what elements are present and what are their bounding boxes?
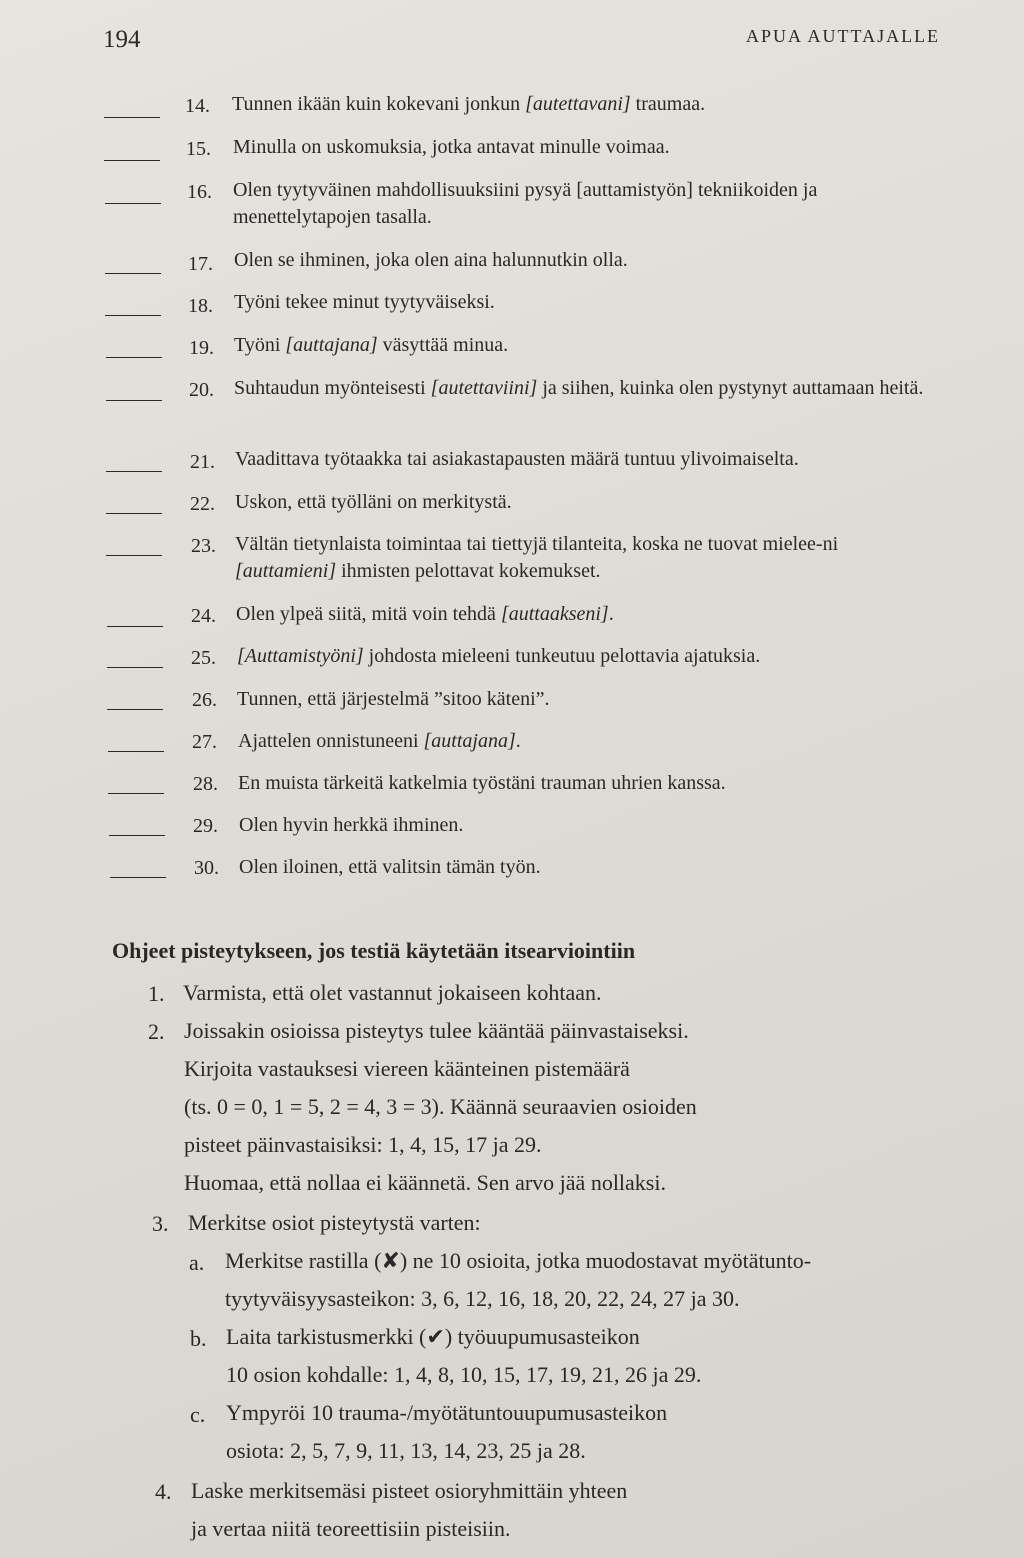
item-text: Vältän tietynlaista toimintaa tai tiettyjä tilanteita, koska ne tuovat mielee-ni [auttamieni] ihmisten pelottavat kokemukset.: [235, 533, 839, 582]
page-number: 194: [103, 26, 141, 53]
step-text: Varmista, että olet vastannut jokaiseen kohtaan.: [183, 980, 602, 1005]
answer-blank[interactable]: [105, 273, 161, 274]
answer-blank[interactable]: [104, 160, 160, 161]
item-number: 26.: [192, 689, 217, 711]
answer-blank[interactable]: [106, 555, 162, 556]
item-text: Tunnen, että järjestelmä ”sitoo käteni”.: [237, 688, 550, 710]
answer-blank[interactable]: [108, 751, 164, 752]
item-number: 23.: [191, 535, 216, 557]
answer-blank[interactable]: [104, 117, 160, 118]
substep-letter: a.: [189, 1250, 205, 1275]
item-number: 22.: [190, 493, 215, 515]
item-text: [Auttamistyöni] johdosta mieleeni tunkeutuu pelottavia ajatuksia.: [237, 645, 761, 667]
item-text: Ajattelen onnistuneeni [auttajana].: [238, 730, 521, 752]
item-text: Tunnen ikään kuin kokevani jonkun [autettavani] traumaa.: [232, 93, 706, 115]
item-text: Minulla on uskomuksia, jotka antavat minulle voimaa.: [233, 136, 670, 158]
answer-blank[interactable]: [109, 835, 165, 836]
step-text: Joissakin osioissa pisteytys tulee kääntää päinvastaiseksi. Kirjoita vastauksesi viereen käänteinen pistemäärä (ts. 0 = 0, 1 = 5, 2 = 4, 3 = 3). Käännä seuraavien osioiden pisteet päinvastaisiksi: 1, 4, 15, 17 ja 29. Huomaa, että nollaa ei käännetä. Sen arvo jää nollaksi.: [184, 1018, 697, 1195]
substep-text: Ympyröi 10 trauma-/myötätuntouupumusasteikon osiota: 2, 5, 7, 9, 11, 13, 14, 23, 25 ja 28.: [226, 1400, 668, 1463]
item-number: 28.: [193, 773, 218, 795]
substep-text: Laita tarkistusmerkki (✔) työuupumusasteikon 10 osion kohdalle: 1, 4, 8, 10, 15, 17, 19, 21, 26 ja 29.: [226, 1324, 702, 1387]
answer-blank[interactable]: [107, 667, 163, 668]
item-number: 15.: [186, 138, 211, 160]
item-number: 25.: [191, 647, 216, 669]
item-text: Uskon, että työlläni on merkitystä.: [235, 491, 512, 513]
item-text: Työni tekee minut tyytyväiseksi.: [234, 291, 495, 313]
substep-text: Merkitse rastilla (✘) ne 10 osioita, jotka muodostavat myötätunto- tyytyväisyysasteikon: 3, 6, 12, 16, 18, 20, 22, 24, 27 ja 30.: [225, 1248, 812, 1311]
item-text: Olen hyvin herkkä ihminen.: [239, 814, 464, 836]
substep-letter: c.: [190, 1402, 206, 1427]
item-number: 19.: [189, 337, 214, 359]
instructions-title: Ohjeet pisteytykseen, jos testiä käytetään itsearviointiin: [112, 938, 636, 963]
step-number: 4.: [155, 1479, 172, 1504]
step-number: 3.: [152, 1211, 169, 1236]
item-text: Olen se ihminen, joka olen aina halunnutkin olla.: [234, 249, 628, 271]
item-text: Työni [auttajana] väsyttää minua.: [234, 334, 509, 356]
item-number: 14.: [185, 95, 210, 117]
item-number: 17.: [188, 253, 213, 275]
answer-blank[interactable]: [105, 315, 161, 316]
answer-blank[interactable]: [106, 513, 162, 514]
answer-blank[interactable]: [110, 877, 166, 878]
answer-blank[interactable]: [108, 793, 164, 794]
answer-blank[interactable]: [107, 709, 163, 710]
answer-blank[interactable]: [105, 203, 161, 204]
answer-blank[interactable]: [106, 471, 162, 472]
item-text: Suhtaudun myönteisesti [autettaviini] ja siihen, kuinka olen pystynyt auttamaan heitä.: [234, 377, 924, 399]
step-number: 1.: [148, 981, 165, 1006]
step-text: Laske merkitsemäsi pisteet osioryhmittäin yhteen ja vertaa niitä teoreettisiin pisteisiin.: [191, 1478, 628, 1541]
running-title: APUA AUTTAJALLE: [746, 26, 941, 46]
item-text: Olen iloinen, että valitsin tämän työn.: [239, 856, 541, 878]
item-number: 24.: [191, 605, 216, 627]
step-number: 2.: [148, 1019, 165, 1044]
substep-letter: b.: [190, 1326, 207, 1351]
item-number: 29.: [193, 815, 218, 837]
item-number: 27.: [192, 731, 217, 753]
answer-blank[interactable]: [106, 400, 162, 401]
answer-blank[interactable]: [107, 626, 163, 627]
item-text: Olen tyytyväinen mahdollisuuksiini pysyä [auttamistyön] tekniikoiden ja menettelytapojen tasalla.: [233, 179, 818, 228]
item-number: 21.: [190, 451, 215, 473]
item-text: En muista tärkeitä katkelmia työstäni trauman uhrien kanssa.: [238, 772, 726, 794]
answer-blank[interactable]: [106, 357, 162, 358]
item-number: 20.: [189, 379, 214, 401]
item-text: Olen ylpeä siitä, mitä voin tehdä [auttaakseni].: [236, 603, 614, 625]
item-number: 18.: [188, 295, 213, 317]
item-number: 30.: [194, 857, 219, 879]
item-text: Vaadittava työtaakka tai asiakastapausten määrä tuntuu ylivoimaiselta.: [235, 448, 799, 470]
item-number: 16.: [187, 181, 212, 203]
step-text: Merkitse osiot pisteytystä varten:: [188, 1210, 481, 1235]
